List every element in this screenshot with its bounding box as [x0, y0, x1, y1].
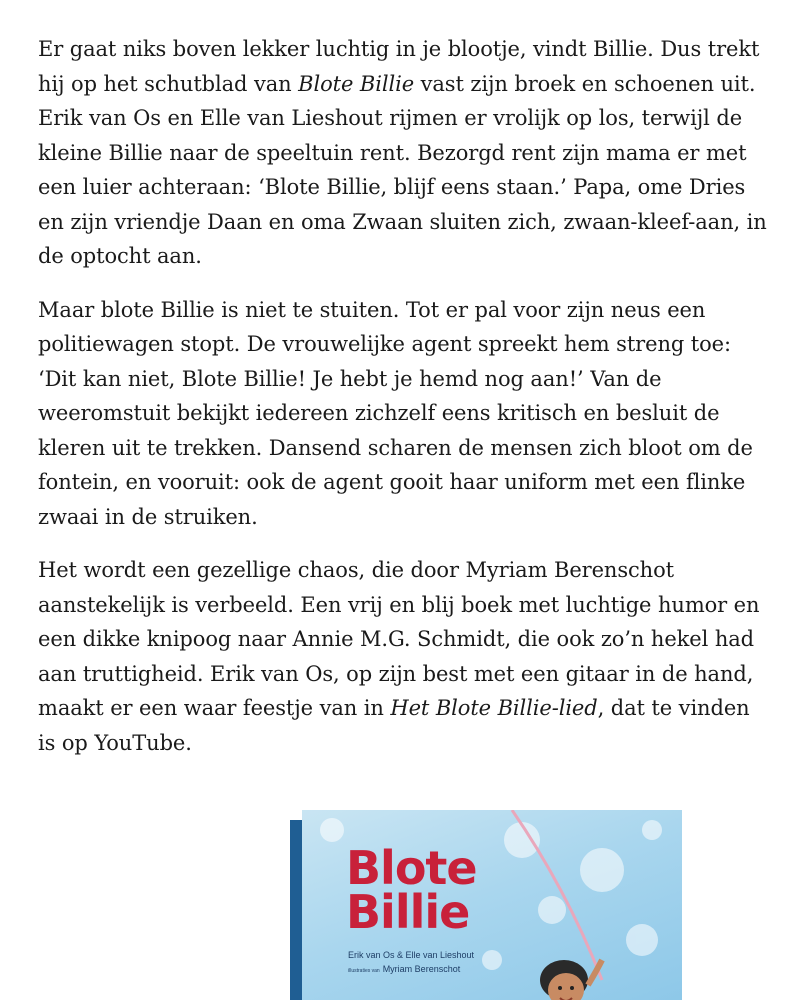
cover-illustrator	[348, 964, 460, 974]
book-title-italic: Blote Billie	[298, 71, 415, 96]
book-cover-image	[290, 810, 682, 1000]
song-title-italic: Het Blote Billie-lied	[390, 696, 598, 720]
paragraph-3-text-a: Het wordt een gezellige chaos, die door Myriam Berenschot aanstekelijk is verbeeld. Een vrij en blij boek met luchtige humor en een dikke knipoog naar Annie M.G. Schmidt, die ook zo’n hekel had aan truttigheid. Erik van Os, op zijn best met een gitaar in de hand, maakt er een waar feestje van in	[38, 558, 760, 720]
paragraph-1-text-a: Er gaat niks boven lekker luchtig in je blootje, vindt Billie. Dus trekt hij op het schutblad van	[38, 37, 760, 96]
cover-illustrated-by: illustraties van	[348, 968, 380, 974]
book-spine	[290, 820, 302, 1000]
article-body	[38, 32, 768, 779]
cover-title	[346, 841, 477, 939]
book-cover	[302, 810, 682, 1000]
cover-authors: Erik van Os & Elle van Lieshout	[348, 950, 475, 960]
paragraph-3-text-b: , dat te vinden is op YouTube.	[38, 696, 750, 755]
paragraph-1	[38, 32, 768, 274]
cover-illustrator-name: Myriam Berenschot	[382, 964, 461, 974]
child-figure	[540, 960, 602, 1000]
cover-title-line-1: Blote	[346, 841, 477, 895]
paragraph-3	[38, 553, 768, 760]
cover-title-line-2: Billie	[346, 885, 470, 939]
paragraph-1-text-b: vast zijn broek en schoenen uit. Erik van Os en Elle van Lieshout rijmen er vrolijk op los, terwijl de kleine Billie naar de speeltuin rent. Bezorgd rent zijn mama er met een luier achteraan: ‘Blote Billie, blijf eens staan.’ Papa, ome Dries en zijn vriendje Daan en oma Zwaan sluiten zich, zwaan-kleef-aan, in de optocht aan.	[38, 71, 767, 268]
paragraph-2: Maar blote Billie is niet te stuiten. Tot er pal voor zijn neus een politiewagen stopt. De vrouwelijke agent spreekt hem streng toe: ‘Dit kan niet, Blote Billie! Je hebt je hemd nog aan!’ Van de weeromstuit bekijkt iedereen zichzelf eens kritisch en besluit de kleren uit te trekken. Dansend scharen de mensen zich bloot om de fontein, en vooruit: ook de agent gooit haar uniform met een flinke zwaai in de struiken.	[38, 297, 753, 529]
